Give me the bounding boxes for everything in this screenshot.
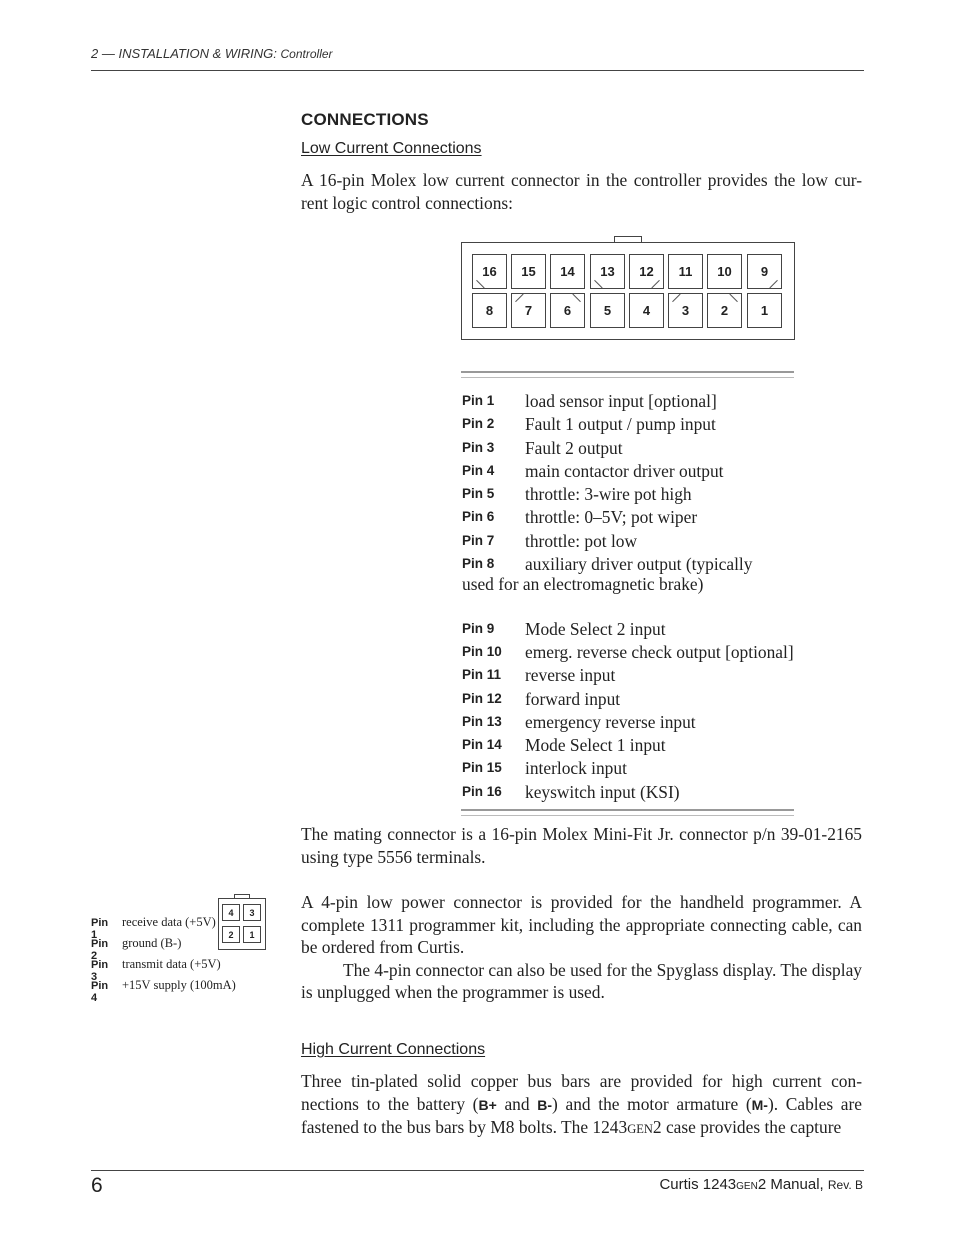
running-header	[91, 46, 333, 61]
pin-row: Pin 7 throttle: pot low	[462, 531, 638, 551]
connector16-pin: 15	[511, 254, 546, 289]
pin-row: Pin 8 auxiliary driver output (typically	[462, 554, 753, 574]
pin-8-continuation: used for an electromagnetic brake)	[462, 574, 704, 594]
connector16-pin: 14	[550, 254, 585, 289]
low-current-subheading: Low Current Connections	[301, 140, 482, 157]
pin-row: Pin 13 emergency reverse input	[462, 712, 696, 732]
pin-row: Pin 5 throttle: 3-wire pot high	[462, 484, 692, 504]
pin-row: Pin 2 Fault 1 output / pump input	[462, 414, 716, 434]
connector16-pin: 4	[629, 293, 664, 328]
connector-16-pin-diagram	[461, 242, 795, 340]
connector16-pin: 12	[629, 254, 664, 289]
connector16-pin: 8	[472, 293, 507, 328]
connector16-pin: 9	[747, 254, 782, 289]
connector16-pin: 7	[511, 293, 546, 328]
table-rule-bottom	[461, 809, 794, 816]
pin-row: Pin 1 load sensor input [optional]	[462, 391, 717, 411]
low-current-intro: A 16-pin Molex low current connector in the controller provides the low cur-rent logic control connections:	[301, 170, 862, 213]
header-subsection: Controller	[280, 47, 333, 61]
connector16-pin: 5	[590, 293, 625, 328]
connector16-pin: 11	[668, 254, 703, 289]
connector16-pin: 1	[747, 293, 782, 328]
high-current-subheading: High Current Connections	[301, 1041, 486, 1058]
footer-manual-title: Curtis 1243GEN2 Manual, Rev. B	[659, 1176, 863, 1193]
header-rule	[91, 70, 864, 71]
connector16-pin: 10	[707, 254, 742, 289]
connector-4-pin-diagram	[218, 898, 266, 950]
pin-row: Pin 3 Fault 2 output	[462, 438, 623, 458]
table-rule-top	[461, 371, 794, 378]
footer-rule	[91, 1170, 864, 1171]
mating-connector-paragraph: The mating connector is a 16-pin Molex Mini-Fit Jr. connector p/n 39-01-2165 using type 5556 terminals.	[301, 824, 862, 867]
four-pin-paragraph: A 4-pin low power connector is provided for the handheld programmer. A complete 1311 programmer kit, including the appropriate connecting cable, can be ordered from Curtis. The 4-pin connector can also be used for the Spyglass display. The display is unplugged when the programmer is used.	[301, 892, 862, 1002]
connector16-pin: 3	[668, 293, 703, 328]
connector4-pin: 4	[222, 904, 240, 921]
high-current-paragraph: Three tin-plated solid copper bus bars are provided for high current con-nections to the battery (B+ and B-) and the motor armature (M-). Cables are fastened to the bus bars by M8 bolts. The 1243GEN2 case provides the capture	[301, 1071, 862, 1137]
pin-row: Pin 15 interlock input	[462, 758, 627, 778]
pin-row: Pin 10 emerg. reverse check output [optional]	[462, 642, 794, 662]
pin-row: Pin 4 main contactor driver output	[462, 461, 724, 481]
page-number: 6	[91, 1174, 103, 1197]
connector16-pin: 13	[590, 254, 625, 289]
pin-row: Pin 9 Mode Select 2 input	[462, 619, 666, 639]
bplus-term: B+	[478, 1096, 497, 1113]
pin-row: Pin 12 forward input	[462, 689, 621, 709]
header-section: 2 — INSTALLATION & WIRING:	[91, 46, 277, 61]
connector4-pin: 2	[222, 926, 240, 943]
connector4-pin: 3	[243, 904, 261, 921]
pin-row: Pin 14 Mode Select 1 input	[462, 735, 666, 755]
mminus-term: M-	[751, 1096, 768, 1113]
bminus-term: B-	[537, 1096, 553, 1113]
connector16-pin: 2	[707, 293, 742, 328]
connector16-pin: 16	[472, 254, 507, 289]
connector4-pin: 1	[243, 926, 261, 943]
section-title: CONNECTIONS	[301, 110, 429, 129]
connector16-pin: 6	[550, 293, 585, 328]
pin-row: Pin 11 reverse input	[462, 665, 616, 685]
pin-row: Pin 16 keyswitch input (KSI)	[462, 782, 680, 802]
pin-row: Pin 6 throttle: 0–5V; pot wiper	[462, 507, 698, 527]
